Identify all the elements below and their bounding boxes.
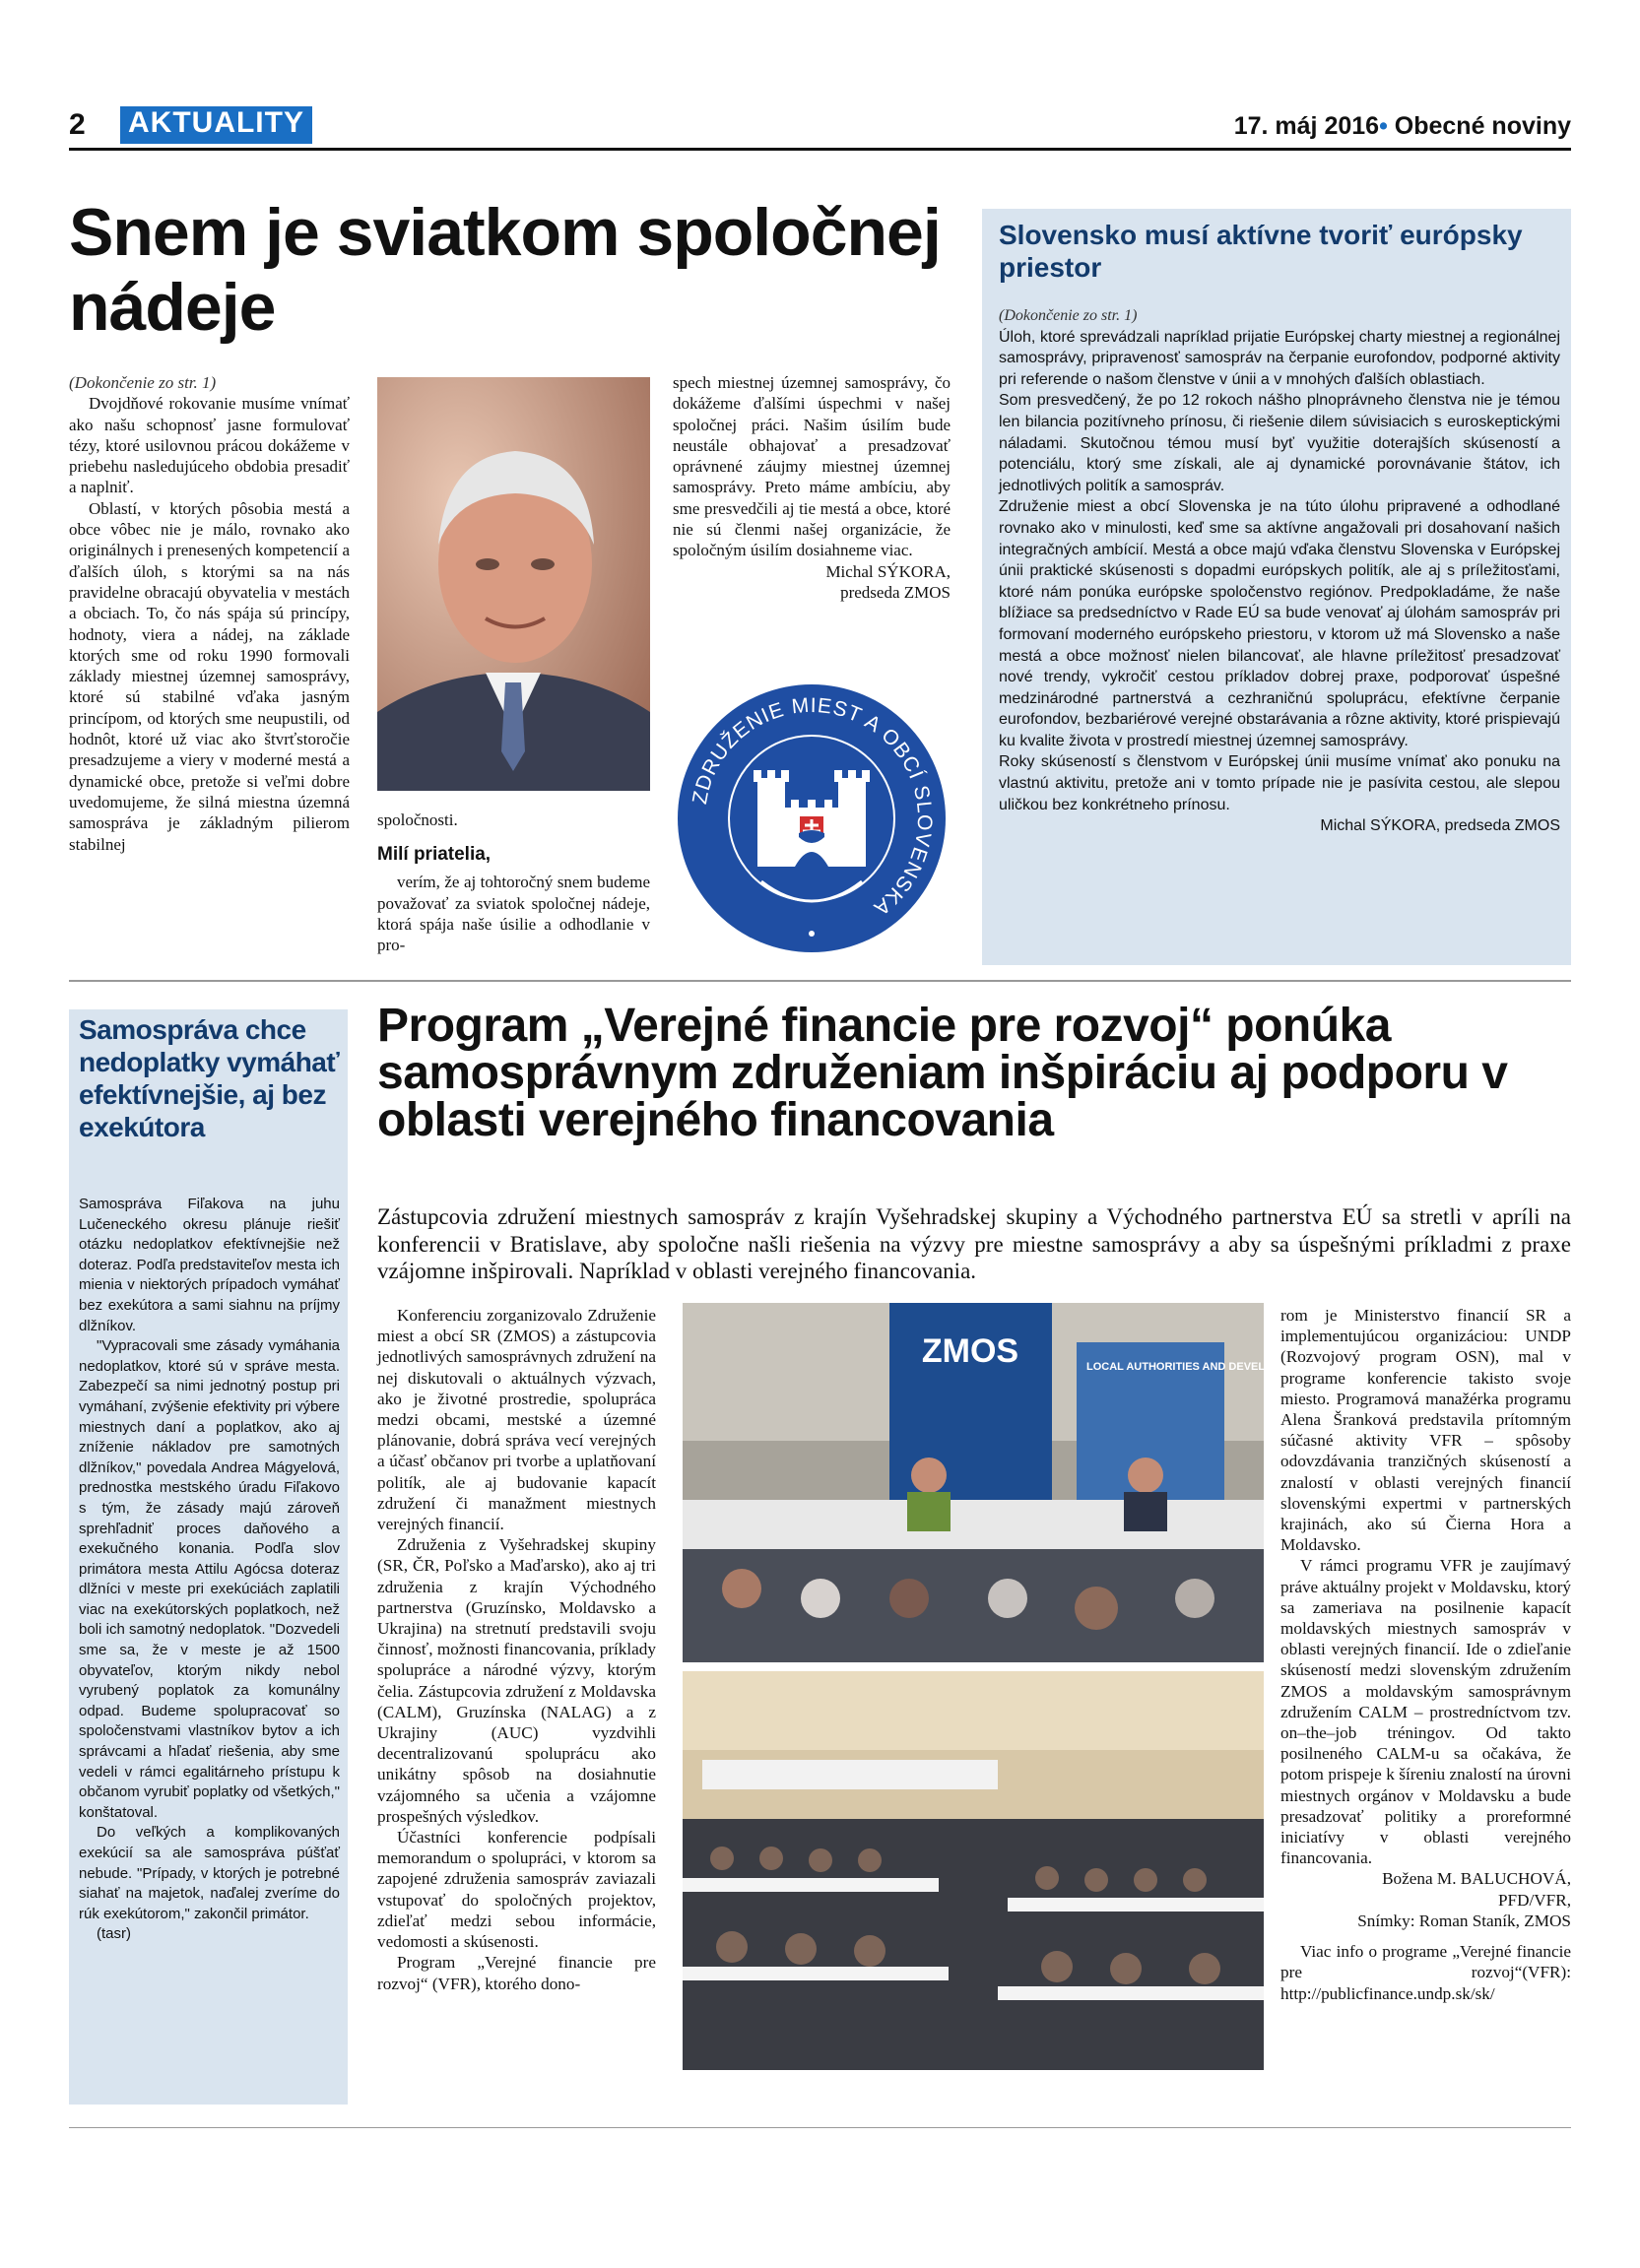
paragraph: Združenie miest a obcí Slovenska je na túto úlohu pripravené a odhodlané rovnako ako v minulosti, keď sme sa aktívne angažovali pri dosahovaní našich integračných ambícií. Mestá a obce majú vďaka členstvu Slovenska v Európskej únii praktické skúsenosti s dopadmi európskych politík, ale aj s príležitosťami, ktoré nám ponúka európske spoločenstvo regiónov. Predpokladáme, že naše blížiace sa predsedníctvo v Rade EÚ sa bude venovať aj úlohám samospráv pri formovaní moderného európskeho priestoru, v ktorom už má Slovensko a naše mestá a obce možnosť nielen bilancovať, ale hlavne príležitosť presadzovať nové trendy, vykročiť cestou príkladov dobrej praxe, podporovať úspešné medzinárodné partnerstvá a cezhraničnú spoluprácu, efektívne čerpanie eurofondov, bezbariérové verejné obstarávania a rôzne aktivity, ktoré prispievajú ku kvalite života v prostredí miestnej územnej samosprávy.: [999, 498, 1560, 749]
paragraph: Roky skúseností s členstvom v Európskej únii musíme vnímať ako ponuku na vlastnú aktivitu, pretože ani v tomto prípade nie je pasívita cestou, ale slepou uličkou bez konkrétneho prínosu.: [999, 753, 1560, 813]
article1-column-3: [673, 372, 951, 603]
sidebar-europe: [982, 209, 1571, 965]
zmos-logo: [673, 680, 951, 957]
article2-column-3: [1280, 1305, 1571, 2004]
paragraph: spoločnosti.: [377, 810, 458, 829]
paragraph: spech miestnej územnej samosprávy, čo dokážeme ďalšími úspechmi v našej spoločnej práci. Našim úsilím bude neustále obhajovať a presadzovať oprávnené záujmy miestnej územnej samosprávy. Preto máme ambíciu, aby sme presvedčili aj tie mestá a obce, ktoré nie sú členmi našej organizácie, že spoločným úsilím dosiahneme viac.: [673, 373, 951, 560]
article1-column-1: [69, 372, 350, 855]
continuation-note: (Dokončenie zo str. 1): [69, 373, 217, 392]
conference-photo-2-image: [683, 1671, 1264, 2070]
header-rule: [69, 148, 1571, 151]
article2-column-1: [377, 1305, 656, 1994]
subhead: Milí priatelia,: [377, 844, 492, 866]
sidebar-fees-body: [79, 1195, 340, 1945]
zmos-logo-image: [673, 680, 951, 957]
author-name: Božena M. BALUCHOVÁ,: [1382, 1869, 1571, 1889]
paragraph: Dvojdňové rokovanie musíme vnímať ako našu schopnosť jasne formulovať tézy, ktoré usilovnou prácou dokážeme v priebehu nasledujúceho obdobia presadiť a naplniť.: [69, 394, 350, 497]
header-separator: •: [1379, 112, 1388, 140]
issue-date: 17. máj 2016: [1233, 112, 1380, 140]
author-org: PFD/VFR,: [1497, 1890, 1571, 1910]
sidebar-fees-title: Samospráva chce nedoplatky vymáhať efektívnejšie, aj bez exekútora: [79, 1014, 340, 1142]
portrait-image: [377, 377, 650, 791]
banner-text: ZMOS: [921, 1332, 1019, 1370]
page-bottom-rule: [69, 2127, 1571, 2128]
conference-photo-1: [683, 1303, 1395, 1662]
banner-text-2: LOCAL AUTHORITIES AND DEVELOPMENT COOPERATION: [1086, 1361, 1395, 1373]
page-header: [69, 106, 1571, 148]
section-label: AKTUALITY: [120, 106, 312, 144]
paragraph: Združenia z Vyšehradskej skupiny (SR, ČR, Poľsko a Maďarsko), ako aj tri združenia z krajín Východného partnerstva (Gruzínsko, Moldavsko a Ukrajina) na stretnutí predstavili svoju činnosť, možnosti financovania, príklady spolupráce a národné výzvy, ktorým čelia. Zástupcovia združení z Moldavska (CALM), Gruzínska (NALAG) a z Ukrajiny (AUC) vyzdvihli decentralizovanú spoluprácu ako unikátny spôsob na dosiahnutie vzájomného sa učenia a vzájomne prospešných výsledkov.: [377, 1535, 656, 1826]
paragraph: "Vypracovali sme zásady vymáhania nedoplatkov, ktoré sú v správe mesta. Zabezpečí sa nimi jednotný postup pri vymáhaní, zvýšenie efektivity pri výbere miestnych daní a poplatkov, ako aj zníženie nákladov pre samotných dlžníkov," povedala Andrea Mágyelová, prednostka mestského úradu Fiľakovo s tým, že zásady majú zároveň sprehľadniť proces daňového a exekučného konania. Podľa slov primátora mesta Attilu Agócsa doteraz dlžníci v meste pri exekúciách zaplatili viac na exekútorských poplatkoch, než boli ich samotný nedoplatok. "Dozvedeli sme sa, že v meste je až 1500 obyvateľov, ktorým nikdy nebol vyrubený poplatok za komunálny odpad. Budeme spolupracovať so spoločenstvami vlastníkov bytov a ich správcami a hľadať riešenia, aby sme vedeli v rámci egalitárneho prístupu k občanom vyrubiť poplatky od všetkých," konštatoval.: [79, 1337, 340, 1821]
issue-info: [1234, 112, 1571, 141]
paragraph: Program „Verejné financie pre rozvoj“ (VFR), ktorého dono-: [377, 1953, 656, 1993]
section-divider: [69, 980, 1571, 982]
paragraph: Samospráva Fiľakova na juhu Lučeneckého okresu plánuje riešiť otázku nedoplatkov efektívnejšie než doteraz. Podľa predstaviteľov mesta ich mienia v niektorých prípadoch vymáhať bez exekútora a sami siahnu na príjmy dlžníkov.: [79, 1196, 340, 1334]
conference-photo-1-image: [683, 1303, 1395, 1662]
photo-credit: Snímky: Roman Staník, ZMOS: [1357, 1911, 1571, 1930]
article2-lead: Zástupcovia združení miestnych samospráv z krajín Vyšehradskej skupiny a Východného partnerstva EÚ sa stretli v apríli na konferencii v Bratislave, aby spoločne našli riešenia na výzvy pre miestne samosprávy a aby sa úspešnými príkladmi z praxe vzájomne inšpirovali. Napríklad v oblasti verejného financovania.: [377, 1204, 1571, 1283]
sidebar-europe-title: Slovensko musí aktívne tvoriť európsky priestor: [999, 220, 1523, 283]
sidebar-europe-body: [999, 305, 1560, 837]
source-credit: (tasr): [97, 1925, 131, 1943]
conference-photo-2: [683, 1671, 1264, 2070]
article1-headline: Snem je sviatkom spoločnej nádeje: [69, 195, 941, 345]
article2-headline: Program „Verejné financie pre rozvoj“ ponúka samosprávnym združeniam inšpiráciu aj podporu v oblasti verejného financovania: [377, 1000, 1508, 1146]
paragraph: Do veľkých a komplikovaných exekúcií sa ale samospráva púšťať nebude. "Prípady, v ktorých je potrebné siahať na majetok, naďalej zveríme do rúk exekútorom," zakončil primátor.: [79, 1824, 340, 1922]
page-number: 2: [69, 108, 86, 141]
signature: Michal SÝKORA, predseda ZMOS: [1320, 817, 1560, 835]
paragraph: Som presvedčený, že po 12 rokoch nášho plnoprávneho členstva nie je témou len bilancia pozitívneho prínosu, či riešenie dilem súvisiacich s euroskeptickými náladami. Skutočnou témou musí byť využitie doterajších skúseností a potenciálu, ktorý sme získali, ale aj dynamické porovnávanie štátov, ich jednotlivých politík a samospráv.: [999, 392, 1560, 494]
signature-role: predseda ZMOS: [840, 582, 951, 602]
paragraph: verím, že aj tohtoročný snem budeme považovať za sviatok spoločnej nádeje, ktorá spája naše úsilie a odhodlanie v pro-: [377, 873, 650, 955]
paragraph: rom je Ministerstvo financií SR a implementujúcou organizáciou: UNDP (Rozvojový program OSN), mal v programe konferencie takisto svoje miesto. Programová manažérka programu Alena Šranková predstavila prítomným súčasné aktivity VFR – spôsoby odovzdávania tranzičných skúseností a znalostí v oblasti verejných financií slovenskými expertmi v partnerských krajinách, ako sú Čierna Hora a Moldavsko.: [1280, 1306, 1571, 1555]
paragraph: Účastníci konferencie podpísali memorandum o spolupráci, v ktorom sa zapojené združenia samospráv zaviazali vstupovať do spoločných projektov, zdieľať medzi sebou informácie, vedomosti a skúsenosti.: [377, 1828, 656, 1952]
sidebar-fees: [69, 1009, 348, 2105]
publication-name: Obecné noviny: [1394, 112, 1571, 140]
paragraph: Úloh, ktoré sprevádzali napríklad prijatie Európskej charty miestnej a regionálnej samosprávy, pripravenosť samospráv na čerpanie eurofondov, podporné aktivity pri referende o našom členstve v únii a v mnohých ďalších oblastiach.: [999, 328, 1560, 388]
portrait-photo: [377, 377, 650, 791]
paragraph: Konferenciu zorganizovalo Združenie miest a obcí SR (ZMOS) a zástupcovia jednotlivých samosprávnych združení na nej diskutovali o aktuálnych výzvach, ako je životné prostredie, spolupráca medzi obcami, mestské a územné plánovanie, dobrá správa vecí verejných a účasť občanov pri tvorbe a uplatňovaní politík, ale aj budovanie kapacít združení či manažment miestnych verejných financií.: [377, 1306, 656, 1534]
article1-column-2: [377, 810, 650, 955]
logo-ring-text: ZDRUŽENIE MIEST A OBCÍ SLOVENSKA: [688, 693, 937, 921]
signature-name: Michal SÝKORA,: [825, 561, 951, 581]
paragraph: V rámci programu VFR je zaujímavý práve aktuálny projekt v Moldavsku, ktorý sa zameriava na posilnenie kapacít moldavských miestnych samospráv v oblasti verejných financií. Ide o zdieľanie skúseností medzi slovenským združením ZMOS a moldavským samosprávnym združením CALM – prostredníctvom tzv. on–the–job tréningov. Od takto posilneného CALM-u sa očakáva, že potom prispeje k šíreniu znalostí na úrovni miestnych orgánov v Moldavsku a bude presadzovať politiky a proreformné iniciatívy v oblasti verejného financovania.: [1280, 1556, 1571, 1868]
paragraph: Oblastí, v ktorých pôsobia mestá a obce vôbec nie je málo, rovnako ako originálnych i prenesených kompetencií a ďalších úloh, s ktorými sa na nás pravidelne obracajú obyvatelia v mestách a obciach. To, čo nás spája sú princípy, hodnoty, viera a nádej, na základe ktorých sme od roku 1990 formovali základy miestnej územnej samosprávy, ktoré sú stabilné vďaka jasným princípom, od ktorých sme neupustili, od hodnôt, ktoré už viac ako štvrťstoročie presadzujeme a viery v moderné mestá a dynamické obce, pretože si veľmi dobre uvedomujeme, že silná miestna územná samospráva je základným pilierom stabilnej: [69, 498, 350, 854]
continuation-note: (Dokončenie zo str. 1): [999, 307, 1138, 324]
more-info: Viac info o programe „Verejné financie pre rozvoj“(VFR): http://publicfinance.undp.sk/sk/: [1280, 1942, 1571, 2003]
